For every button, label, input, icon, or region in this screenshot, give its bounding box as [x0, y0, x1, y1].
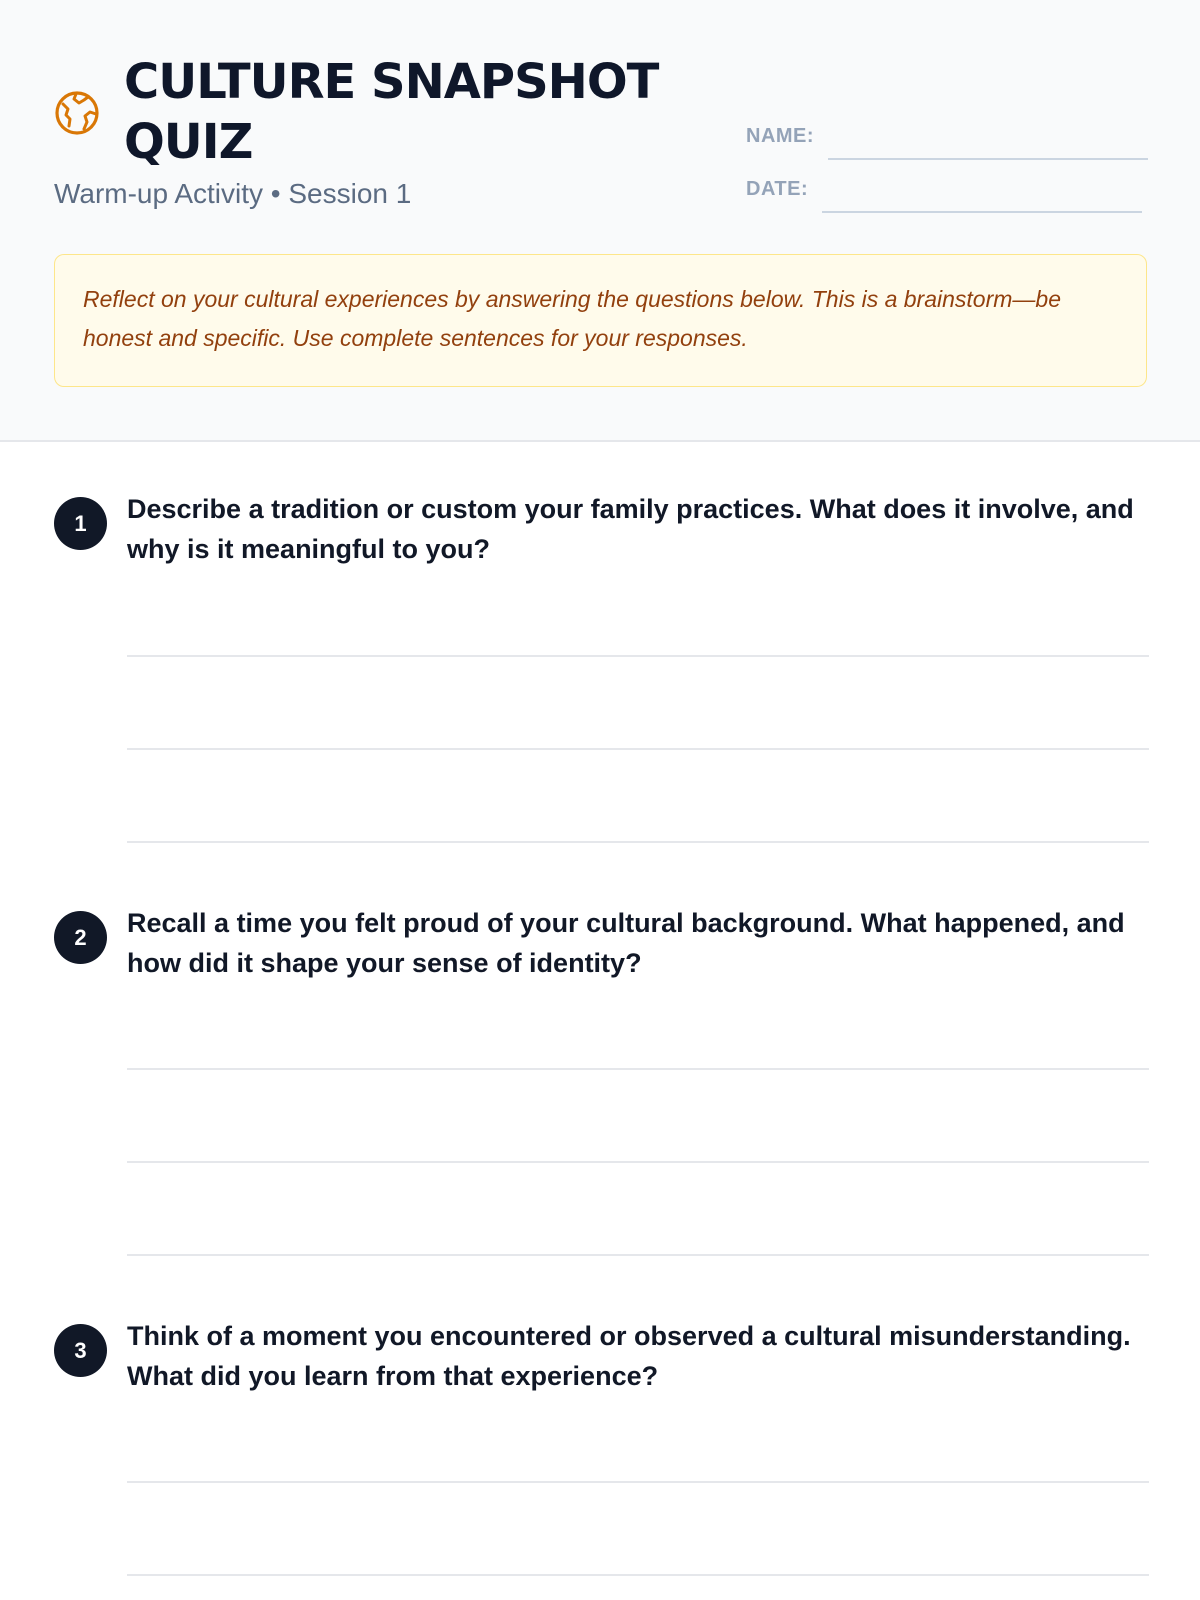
- name-input-line[interactable]: [828, 158, 1148, 160]
- question-number-badge: 2: [54, 911, 107, 964]
- question-text: Recall a time you felt proud of your cultural background. What happened, and how did it shape your sense of identity?: [127, 908, 1125, 978]
- worksheet-header: [0, 0, 1200, 442]
- date-label: DATE:: [746, 178, 809, 200]
- answer-line[interactable]: [127, 655, 1149, 657]
- answer-line[interactable]: [127, 1161, 1149, 1163]
- answer-line[interactable]: [127, 1068, 1149, 1070]
- question-number-badge: 3: [54, 1324, 107, 1377]
- answer-line[interactable]: [127, 841, 1149, 843]
- name-field[interactable]: [746, 124, 1148, 148]
- date-input-line[interactable]: [822, 211, 1142, 213]
- answer-line[interactable]: [127, 1254, 1149, 1256]
- instructions-box: Reflect on your cultural experiences by answering the questions below. This is a brainstorm—be honest and specific. Use complete sentences for your responses.: [54, 254, 1147, 387]
- answer-line[interactable]: [127, 1574, 1149, 1576]
- page-title: CULTURE SNAPSHOT QUIZ: [124, 54, 659, 170]
- globe-icon: [54, 90, 100, 136]
- date-field[interactable]: [746, 177, 1142, 201]
- answer-line[interactable]: [127, 748, 1149, 750]
- question-number-badge: 1: [54, 497, 107, 550]
- answer-line[interactable]: [127, 1481, 1149, 1483]
- page-subtitle: Warm-up Activity • Session 1: [54, 178, 412, 209]
- question-text: Think of a moment you encountered or observed a cultural misunderstanding. What did you learn from that experience?: [127, 1321, 1131, 1391]
- question-text: Describe a tradition or custom your family practices. What does it involve, and why is it meaningful to you?: [127, 494, 1134, 564]
- name-label: NAME:: [746, 125, 815, 147]
